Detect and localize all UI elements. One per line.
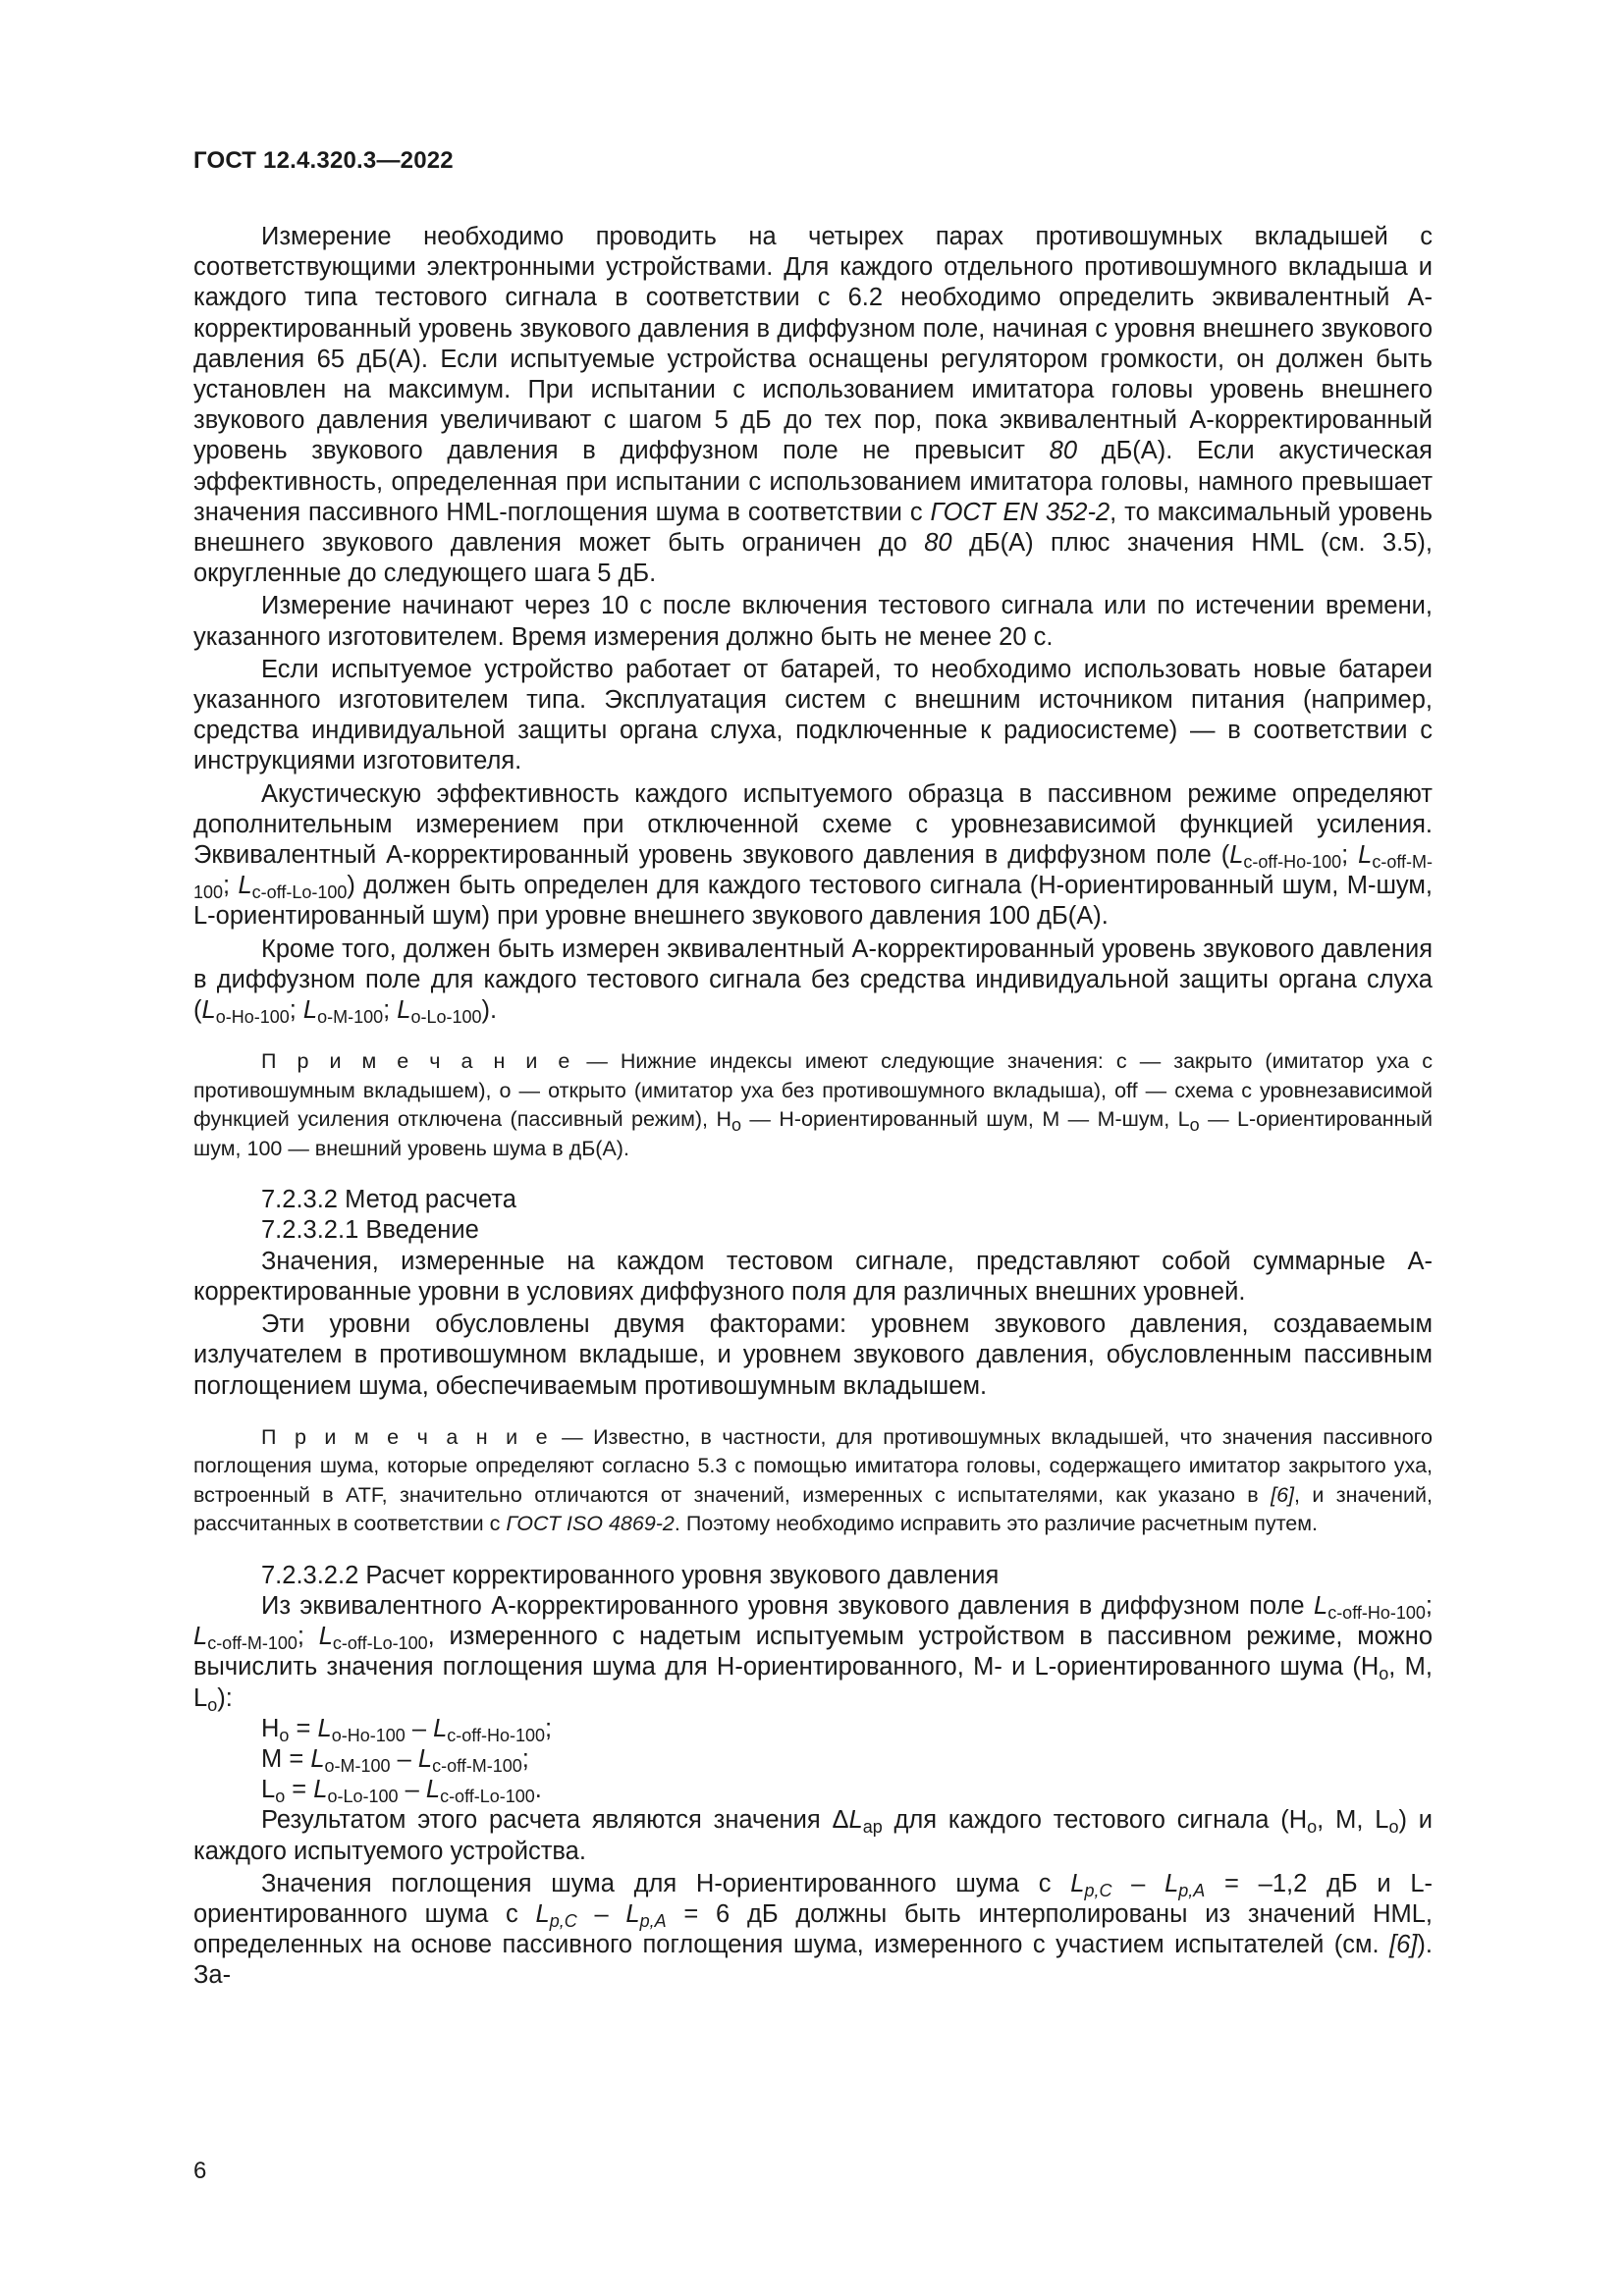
paragraph: Значения, измеренные на каждом тестовом сигнале, представляют собой суммарные А-корректированные уровни в условиях диффузного поля для различных внешних уровней. xyxy=(193,1247,1433,1306)
paragraph: Значения поглощения шума для Н-ориентированного шума с $L_{p,C} - L_{p,A} = -1,2$ дБ и L-ориентированного шума с $L_{p,C} - L_{p,A} = 6$ дБ должны быть интерполированы из значений HML, определенных на основе пассивного поглощения шума, измеренного с участием испытателей (см. [6]). За- xyxy=(193,1869,1433,1990)
note-label: П р и м е ч а н и е xyxy=(261,1424,552,1449)
paragraph: Кроме того, должен быть измерен эквивалентный А-корректированный уровень звукового давления в диффузном поле для каждого тестового сигнала без средства индивидуальной защиты органа слуха ($L_{o-Ho-100}$; $L_{o-M-100}$; $L_{o-Lo-100}$). xyxy=(193,934,1433,1028)
paragraph: Измерение необходимо проводить на четырех парах противошумных вкладышей с соответствующими электронными устройствами. Для каждого отдельного противошумного вкладыша и каждого типа тестового сигнала в соответствии с 6.2 необходимо определить эквивалентный А-корректированный уровень звукового давления в диффузном поле, начиная с уровня внешнего звукового давления 65 дБ(А). Если испытуемые устройства оснащены регулятором громкости, он должен быть установлен на максимум. При испытании с использованием имитатора головы уровень внешнего звукового давления увеличивают с шагом 5 дБ до тех пор, пока эквивалентный А-корректированный уровень звукового давления в диффузном поле не превысит 80 дБ(А). Если акустическая эффективность, определенная при испытании с использованием имитатора головы, намного превышает значения пассивного HML-поглощения шума в соответствии с ГОСТ EN 352-2, то максимальный уровень внешнего звукового давления может быть ограничен до 80 дБ(А) плюс значения HML (см. 3.5), округленные до следующего шага 5 дБ. xyxy=(193,223,1433,588)
document-body xyxy=(193,222,1433,1992)
document-header: ГОСТ 12.4.320.3—2022 xyxy=(193,147,454,174)
standard-reference: ГОСТ ISO 4869-2 xyxy=(506,1512,675,1536)
page-number: 6 xyxy=(193,2158,207,2184)
section-heading: 7.2.3.2.2 Расчет корректированного уровня звукового давления xyxy=(261,1561,1000,1589)
formula-ho: $H_o = L_{o-Ho-100} - L_{c-off-Ho-100}$; xyxy=(261,1714,553,1745)
paragraph: Измерение начинают через 10 с после включения тестового сигнала или по истечении времени, указанного изготовителем. Время измерения должно быть не менее 20 с. xyxy=(193,592,1433,651)
section-heading: 7.2.3.2.1 Введение xyxy=(261,1216,479,1245)
paragraph: Акустическую эффективность каждого испытуемого образца в пассивном режиме определяют дополнительным измерением при отключенной схеме с уровнезависимой функцией усиления. Эквивалентный А-корректированный уровень звукового давления в диффузном поле ($L_{c-off-Ho-100}$; $L_{c-off-M-100}$; $L_{c-off-Lo-100}$) должен быть определен для каждого тестового сигнала (Н-ориентированный шум, М-шум, L-ориентированный шум) при уровне внешнего звукового давления 100 дБ(А). xyxy=(193,779,1434,931)
note: П р и м е ч а н и е — Нижние индексы имеют следующие значения: c — закрыто (имитатор уха с противошумным вкладышем), o — открыто (имитатор уха без противошумного вкладыша), off — схема с уровнезависимой функцией усиления отключена (пассивный режим), $H_o$ — Н-ориентированный шум, М — М-шум, $L_o$ — L-ориентированный шум, 100 — внешний уровень шума в дБ(А). xyxy=(193,1049,1433,1160)
paragraph: Эти уровни обусловлены двумя факторами: уровнем звукового давления, создаваемым излучателем в противошумном вкладыше, и уровнем звукового давления, обусловленным пассивным поглощением шума, обеспечиваемым противошумным вкладышем. xyxy=(193,1310,1433,1400)
standard-reference: ГОСТ EN 352-2 xyxy=(930,498,1110,526)
note-label: П р и м е ч а н и е xyxy=(261,1049,574,1074)
note: П р и м е ч а н и е — Известно, в частности, для противошумных вкладышей, что значения пассивного поглощения шума, которые определяют согласно 5.3 с помощью имитатора головы, содержащего имитатор закрытого уха, встроенный в ATF, значительно отличаются от значений, измеренных с испытателями, как указано в [6], и значений, рассчитанных в соответствии с ГОСТ ISO 4869-2. Поэтому необходимо исправить это различие расчетным путем. xyxy=(193,1424,1434,1536)
formula-lo: $L_o = L_{o-Lo-100} - L_{c-off-Lo-100}$. xyxy=(261,1776,542,1807)
paragraph: Из эквивалентного А-корректированного уровня звукового давления в диффузном поле $L_{c-off-Ho-100}$; $L_{c-off-M-100}$; $L_{c-off-Lo-100}$, измеренного с надетым испытуемым устройством в пассивном режиме, можно вычислить значения поглощения шума для Н-ориентированного, М- и L-ориентированного шума ($H_o$, M, $L_o$): xyxy=(193,1591,1434,1715)
section-heading: 7.2.3.2 Метод расчета xyxy=(261,1186,516,1214)
formula-m: $M = L_{o-M-100} - L_{c-off-M-100}$; xyxy=(261,1744,529,1776)
paragraph: Результатом этого расчета являются значения $\Delta L_{ap}$ для каждого тестового сигнала ($H_o$, M, $L_o$) и каждого испытуемого устройства. xyxy=(193,1806,1434,1865)
paragraph: Если испытуемое устройство работает от батарей, то необходимо использовать новые батареи указанного изготовителем типа. Эксплуатация систем с внешним источником питания (например, средства индивидуальной защиты органа слуха, подключенные к радиосистеме) — в соответствии с инструкциями изготовителя. xyxy=(193,655,1433,775)
